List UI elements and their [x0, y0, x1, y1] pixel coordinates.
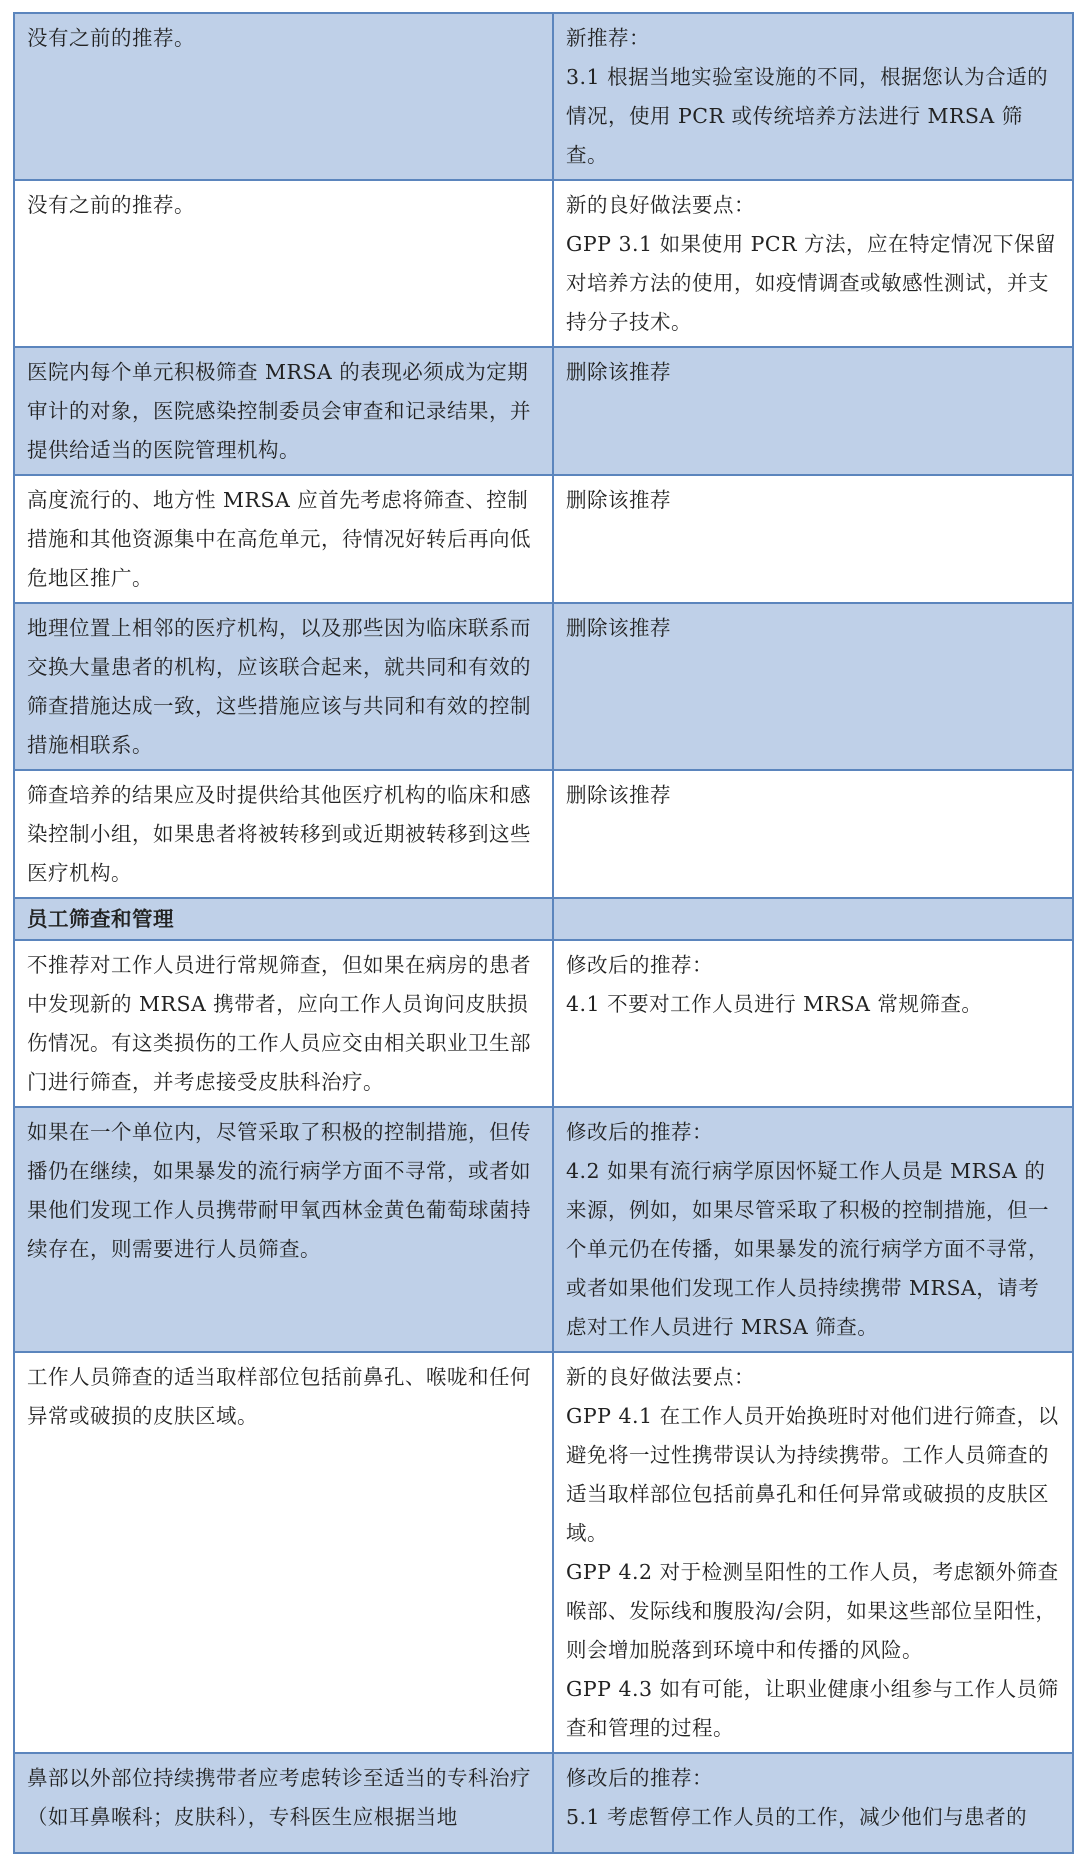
recommendation-text: GPP 4.3 如有可能，让职业健康小组参与工作人员筛查和管理的过程。: [566, 1677, 1059, 1740]
recommendation-text: 工作人员筛查的适当取样部位包括前鼻孔、喉咙和任何异常或破损的皮肤区域。: [27, 1365, 531, 1428]
table-row: [14, 347, 1073, 475]
recommendation-heading: 新的良好做法要点：: [566, 193, 755, 217]
updated-recommendation-cell: [553, 347, 1073, 475]
table-row: [14, 940, 1073, 1107]
table-row: [14, 1107, 1073, 1352]
updated-recommendation-cell: [553, 180, 1073, 347]
recommendation-text: 筛查培养的结果应及时提供给其他医疗机构的临床和感染控制小组，如果患者将被转移到或近期被转移到这些医疗机构。: [27, 783, 531, 885]
recommendation-text: 删除该推荐: [566, 783, 671, 807]
recommendation-text: 鼻部以外部位持续携带者应考虑转诊至适当的专科治疗（如耳鼻喉科；皮肤科），专科医生应根据当地: [27, 1766, 531, 1829]
updated-recommendation-cell: [553, 940, 1073, 1107]
recommendation-text: 删除该推荐: [566, 360, 671, 384]
table-row: [14, 770, 1073, 898]
section-header-row: [14, 898, 1073, 940]
previous-recommendation-cell: [14, 1753, 553, 1853]
previous-recommendation-cell: [14, 347, 553, 475]
previous-recommendation-cell: [14, 898, 553, 940]
recommendation-heading: 修改后的推荐：: [566, 1766, 713, 1790]
recommendation-text: 员工筛查和管理: [27, 907, 174, 931]
recommendation-text: 4.1 不要对工作人员进行 MRSA 常规筛查。: [566, 992, 983, 1016]
recommendation-text: 不推荐对工作人员进行常规筛查，但如果在病房的患者中发现新的 MRSA 携带者，应向工作人员询问皮肤损伤情况。有这类损伤的工作人员应交由相关职业卫生部门进行筛查，并考虑接受皮肤科治疗。: [27, 953, 531, 1094]
recommendation-text: 删除该推荐: [566, 616, 671, 640]
recommendation-comparison-table: [13, 12, 1074, 1854]
updated-recommendation-cell: [553, 13, 1073, 180]
recommendation-heading: 新推荐：: [566, 26, 650, 50]
recommendation-text: GPP 3.1 如果使用 PCR 方法，应在特定情况下保留对培养方法的使用，如疫情调查或敏感性测试，并支持分子技术。: [566, 232, 1057, 334]
recommendation-text: 医院内每个单元积极筛查 MRSA 的表现必须成为定期审计的对象，医院感染控制委员会审查和记录结果，并提供给适当的医院管理机构。: [27, 360, 531, 462]
recommendation-text: 3.1 根据当地实验室设施的不同，根据您认为合适的情况，使用 PCR 或传统培养方法进行 MRSA 筛查。: [566, 65, 1049, 167]
recommendation-heading: 修改后的推荐：: [566, 953, 713, 977]
recommendation-text: 4.2 如果有流行病学原因怀疑工作人员是 MRSA 的来源，例如，如果尽管采取了积极的控制措施，但一个单元仍在传播，如果暴发的流行病学方面不寻常，或者如果他们发现工作人员持续携带 MRSA，请考虑对工作人员进行 MRSA 筛查。: [566, 1159, 1049, 1339]
recommendation-text: 高度流行的、地方性 MRSA 应首先考虑将筛查、控制措施和其他资源集中在高危单元，待情况好转后再向低危地区推广。: [27, 488, 531, 590]
recommendation-text: 5.1 考虑暂停工作人员的工作，减少他们与患者的: [566, 1805, 1028, 1829]
updated-recommendation-cell: [553, 1352, 1073, 1753]
recommendation-text: 如果在一个单位内，尽管采取了积极的控制措施，但传播仍在继续，如果暴发的流行病学方面不寻常，或者如果他们发现工作人员携带耐甲氧西林金黄色葡萄球菌持续存在，则需要进行人员筛查。: [27, 1120, 531, 1261]
previous-recommendation-cell: [14, 940, 553, 1107]
updated-recommendation-cell: [553, 603, 1073, 770]
recommendation-heading: 新的良好做法要点：: [566, 1365, 755, 1389]
table-row: [14, 603, 1073, 770]
previous-recommendation-cell: [14, 475, 553, 603]
recommendation-text: 没有之前的推荐。: [27, 26, 195, 50]
table-body: [14, 13, 1073, 1853]
updated-recommendation-cell: [553, 475, 1073, 603]
previous-recommendation-cell: [14, 1107, 553, 1352]
updated-recommendation-cell: [553, 898, 1073, 940]
recommendation-text: GPP 4.1 在工作人员开始换班时对他们进行筛查，以避免将一过性携带误认为持续携带。工作人员筛查的适当取样部位包括前鼻孔和任何异常或破损的皮肤区域。: [566, 1404, 1059, 1545]
recommendation-text: 没有之前的推荐。: [27, 193, 195, 217]
recommendation-heading: 修改后的推荐：: [566, 1120, 713, 1144]
recommendation-text: 删除该推荐: [566, 488, 671, 512]
previous-recommendation-cell: [14, 180, 553, 347]
previous-recommendation-cell: [14, 603, 553, 770]
recommendation-text: GPP 4.2 对于检测呈阳性的工作人员，考虑额外筛查喉部、发际线和腹股沟/会阴，如果这些部位呈阳性，则会增加脱落到环境中和传播的风险。: [566, 1560, 1059, 1662]
previous-recommendation-cell: [14, 770, 553, 898]
recommendation-text: 地理位置上相邻的医疗机构，以及那些因为临床联系而交换大量患者的机构，应该联合起来，就共同和有效的筛查措施达成一致，这些措施应该与共同和有效的控制措施相联系。: [27, 616, 531, 757]
table-row: [14, 1352, 1073, 1753]
table-row: [14, 475, 1073, 603]
updated-recommendation-cell: [553, 770, 1073, 898]
updated-recommendation-cell: [553, 1107, 1073, 1352]
table-row: [14, 1753, 1073, 1853]
updated-recommendation-cell: [553, 1753, 1073, 1853]
table-row: [14, 180, 1073, 347]
previous-recommendation-cell: [14, 1352, 553, 1753]
table-row: [14, 13, 1073, 180]
previous-recommendation-cell: [14, 13, 553, 180]
